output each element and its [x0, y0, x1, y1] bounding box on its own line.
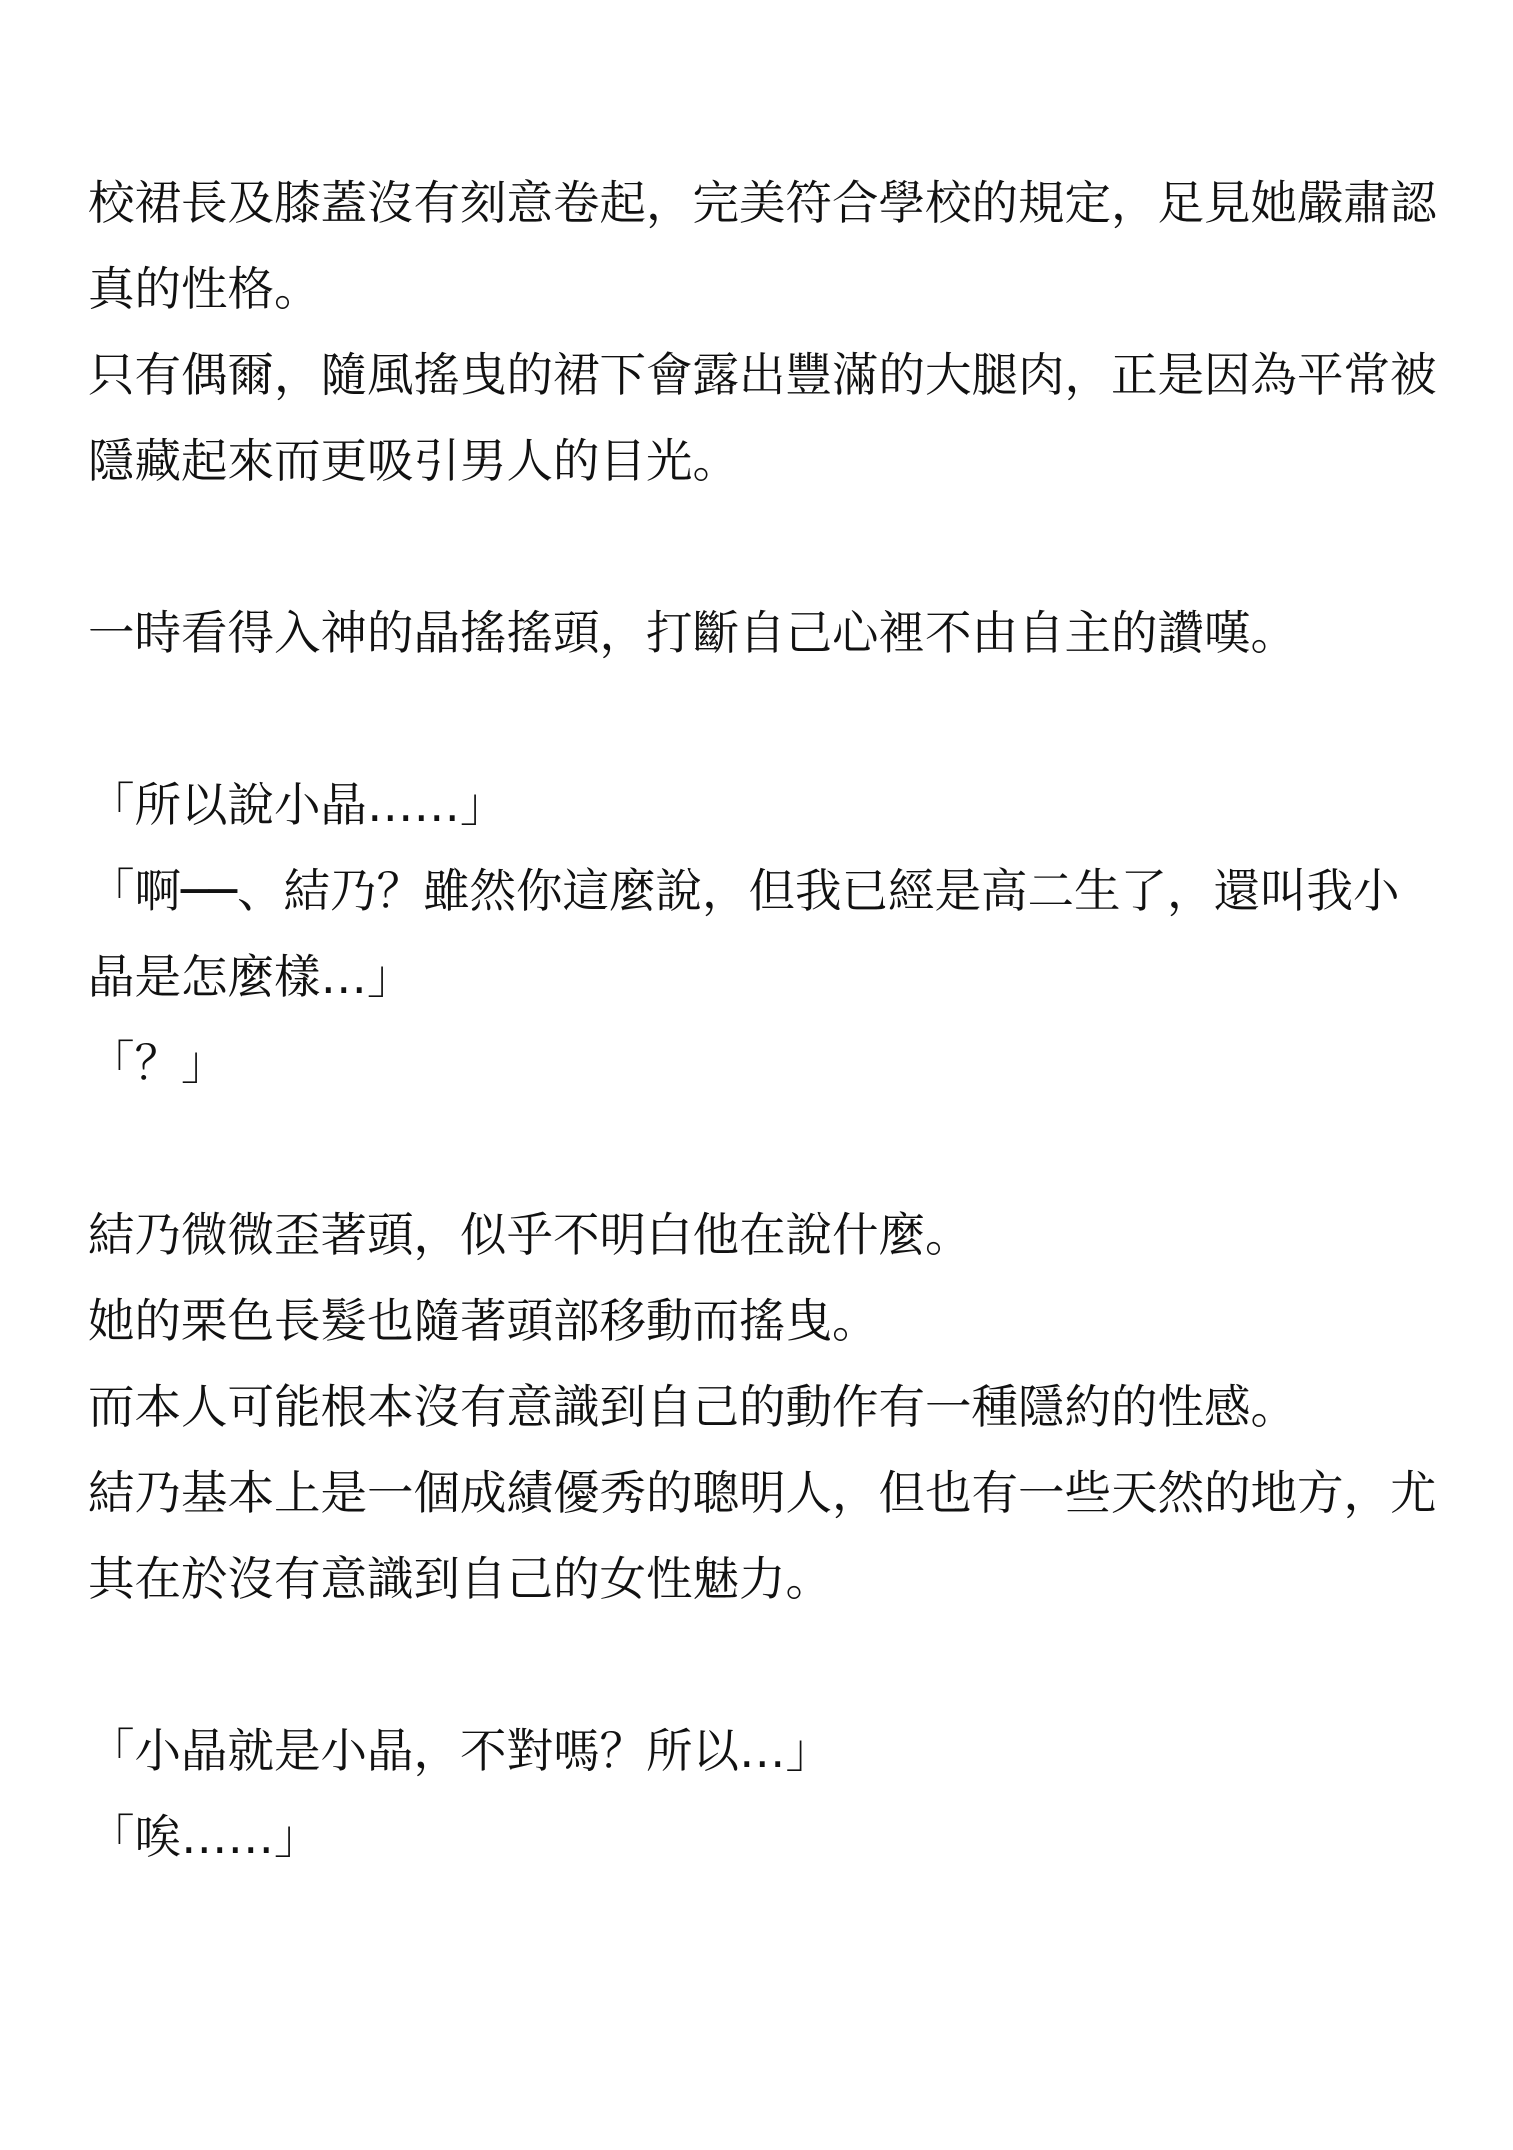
paragraph-gap: [88, 1106, 1433, 1192]
dialogue-line: 「啊──、結乃？雖然你這麼說，但我已經是高二生了，還叫我小: [88, 864, 1400, 918]
text-line: 校裙長及膝蓋沒有刻意卷起，完美符合學校的規定，足見她嚴肅認: [88, 176, 1437, 230]
dialogue-line: 「唉……」: [88, 1810, 321, 1864]
text-line: 真的性格。: [88, 262, 321, 316]
text-line: 隱藏起來而更吸引男人的目光。: [88, 434, 739, 488]
text-line: 她的栗色長髮也隨著頭部移動而搖曳。: [88, 1294, 879, 1348]
paragraph-gap: [88, 1622, 1433, 1708]
paragraph: [88, 1192, 1437, 1622]
dialogue-line: 晶是怎麼樣…」: [88, 950, 414, 1004]
text-line: 結乃微微歪著頭，似乎不明白他在說什麼。: [88, 1208, 972, 1262]
paragraph: [88, 1708, 1433, 1880]
dialogue-line: 「？」: [88, 1036, 228, 1090]
dialogue-line: 「小晶就是小晶，不對嗎？所以…」: [88, 1724, 832, 1778]
paragraph: [88, 590, 1433, 676]
paragraph: [88, 160, 1437, 504]
text-line: 而本人可能根本沒有意識到自己的動作有一種隱約的性感。: [88, 1380, 1297, 1434]
text-line: 其在於沒有意識到自己的女性魅力。: [88, 1552, 832, 1606]
dialogue-line: 「所以說小晶……」: [88, 778, 507, 832]
paragraph: [88, 762, 1433, 1106]
paragraph-gap: [88, 676, 1433, 762]
text-line: 結乃基本上是一個成績優秀的聰明人，但也有一些天然的地方，尤: [88, 1466, 1437, 1520]
text-line: 只有偶爾，隨風搖曳的裙下會露出豐滿的大腿肉，正是因為平常被: [88, 348, 1437, 402]
paragraph-gap: [88, 504, 1433, 590]
text-line: 一時看得入神的晶搖搖頭，打斷自己心裡不由自主的讚嘆。: [88, 606, 1297, 660]
novel-text: [88, 160, 1437, 1880]
